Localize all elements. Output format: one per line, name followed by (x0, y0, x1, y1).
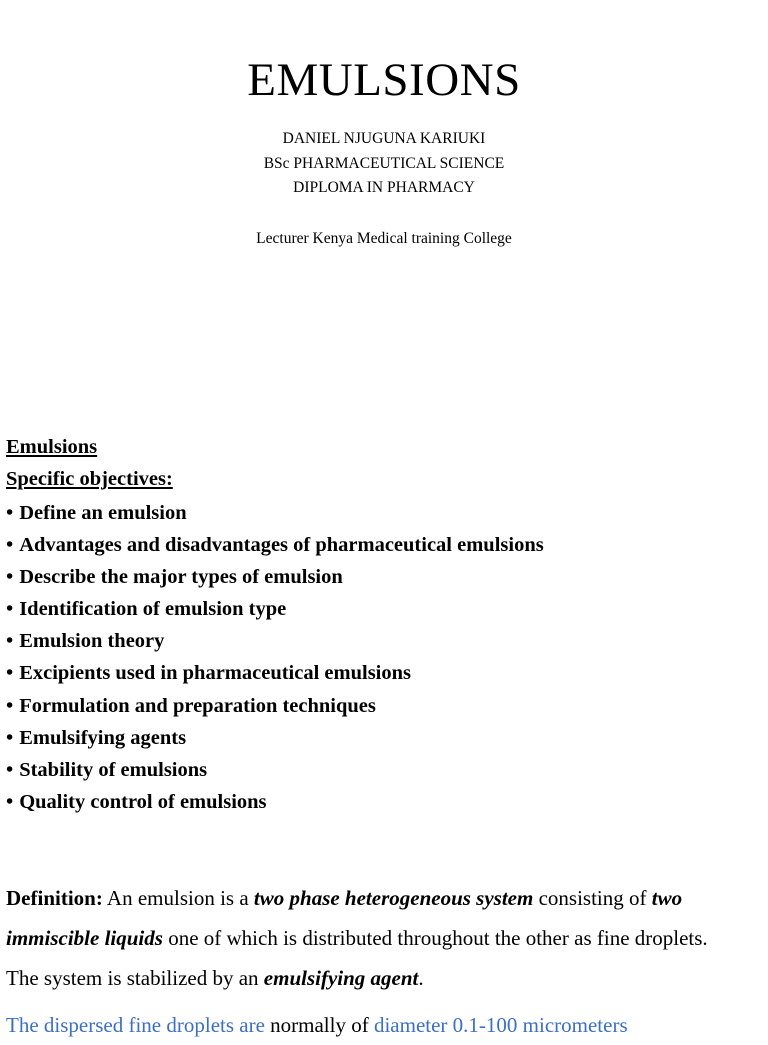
definition-line-2 (6, 918, 762, 958)
bullet-marker: • (6, 726, 14, 749)
document-title: EMULSIONS (247, 54, 521, 106)
objective-text: Stability of emulsions (19, 758, 208, 781)
list-item (6, 625, 544, 657)
objective-text: Describe the major types of emulsion (19, 566, 343, 589)
definition-text: An emulsion is a (102, 886, 254, 910)
list-item (6, 529, 544, 561)
author-name: DANIEL NJUGUNA KARIUKI (282, 130, 486, 147)
definition-line-3 (6, 958, 762, 998)
list-item (6, 657, 544, 689)
objective-text: Advantages and disadvantages of pharmaceutical emulsions (19, 534, 544, 557)
list-item (6, 593, 544, 625)
definition-text: one of which is distributed throughout the other as fine droplets. (162, 926, 708, 950)
definition-text: The system is stabilized by an (6, 966, 264, 990)
objective-text: Identification of emulsion type (19, 598, 287, 621)
list-item (6, 561, 544, 593)
definition-text: . (418, 966, 424, 990)
bullet-marker: • (6, 630, 14, 653)
plain-text: normally of (264, 1013, 374, 1037)
bullet-marker: • (6, 598, 14, 621)
author-diploma: DIPLOMA IN PHARMACY (293, 179, 475, 196)
list-item (6, 754, 544, 786)
bullet-marker: • (6, 534, 14, 557)
definition-line-1 (6, 878, 762, 918)
definition-emphasis: emulsifying agent (263, 966, 419, 990)
author-block (0, 127, 768, 201)
partial-cut-line (6, 1005, 628, 1045)
objective-text: Quality control of emulsions (19, 790, 267, 813)
objectives-list (6, 497, 544, 818)
definition-paragraph (6, 878, 762, 998)
author-degree: BSc PHARMACEUTICAL SCIENCE (263, 154, 505, 172)
blue-text: The dispersed fine droplets are (6, 1013, 265, 1037)
author-affiliation: Lecturer Kenya Medical training College (256, 230, 512, 247)
definition-label: Definition: (6, 886, 103, 910)
objective-text: Excipients used in pharmaceutical emulsions (19, 662, 411, 685)
objective-text: Define an emulsion (19, 502, 187, 524)
definition-emphasis: two (651, 886, 683, 910)
bullet-marker: • (6, 566, 14, 589)
objective-text: Emulsifying agents (19, 726, 187, 749)
list-item (6, 690, 544, 722)
bullet-marker: • (6, 502, 14, 524)
list-item (6, 497, 544, 529)
definition-emphasis: immiscible liquids (6, 926, 163, 950)
list-item (6, 786, 544, 818)
definition-emphasis: two phase heterogeneous system (253, 886, 534, 910)
bullet-marker: • (6, 662, 14, 685)
bullet-marker: • (6, 758, 14, 781)
list-item (6, 722, 544, 754)
definition-text: consisting of (533, 886, 652, 910)
blue-text: diameter 0.1-100 micrometers (373, 1013, 628, 1037)
bullet-marker: • (6, 790, 14, 813)
objectives-heading: Specific objectives: (6, 468, 173, 490)
bullet-marker: • (6, 694, 14, 717)
section-heading: Emulsions (6, 436, 98, 458)
objective-text: Emulsion theory (19, 630, 165, 653)
objective-text: Formulation and preparation techniques (19, 694, 376, 717)
